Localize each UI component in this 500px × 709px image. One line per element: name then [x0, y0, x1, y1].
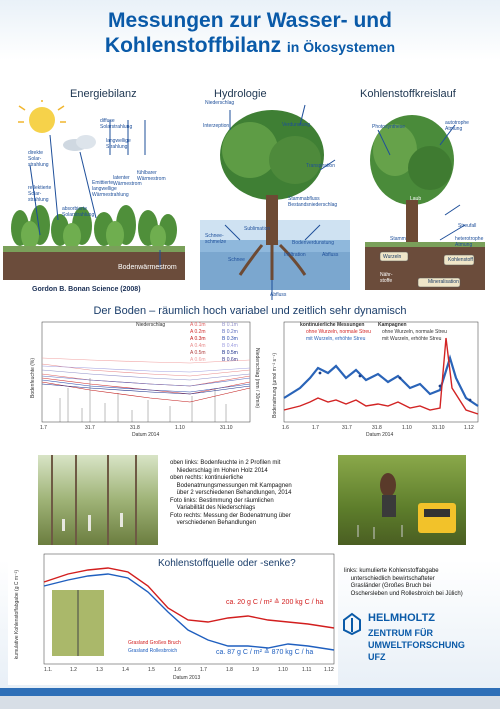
energy-heading: Energiebilanz — [70, 88, 137, 100]
hydro-tree-trunk — [266, 195, 278, 245]
legend-grosses-bruch: Grasland Großes Bruch — [128, 640, 181, 646]
carbon-panel — [365, 115, 485, 290]
label-transpiration: Transpiration — [306, 163, 335, 169]
label-infiltration: Infiltration — [284, 252, 306, 258]
resp-title-camp: Kampagnen — [378, 322, 407, 328]
legend-b4: B 0.4m — [222, 343, 238, 349]
legend-b5: B 0.5m — [222, 350, 238, 356]
label-mineralisation: Mineralisation — [428, 279, 459, 285]
label-soil-heat: Bodenwärmestrom — [118, 264, 177, 271]
label-runoff: Abfluss — [322, 252, 339, 258]
label-latent: fühlbarer Wärmestrom — [137, 170, 166, 182]
carbon-caption — [344, 568, 494, 598]
resp-legend-camp-1: ohne Wurzeln, normale Streu — [382, 329, 447, 335]
label-soil-carbon: Kohlenstoff — [448, 257, 473, 263]
carbon-xlabel: Datum 2013 — [173, 675, 201, 681]
credit-bonan: Gordon B. Bonan Science (2008) — [32, 286, 141, 293]
resp-xtick-7: 1.12 — [464, 425, 474, 431]
label-interception: Interzeption — [203, 123, 230, 129]
soil-moisture-chart — [30, 318, 258, 440]
legend-b6: B 0.6m — [222, 357, 238, 363]
label-diffuse: diffuse Solarstrahlung — [100, 118, 133, 130]
sun-icon — [29, 107, 55, 133]
label-heterotrophic: heterotrophe Atmung — [455, 236, 484, 248]
soil-xtick-3: 31.8 — [130, 425, 140, 431]
legend-a1: A 0.1m — [190, 322, 206, 328]
caption-line: unterschiedlich bewirtschafteter — [344, 575, 435, 582]
label-soil-evap: Bodenverdunstung — [292, 240, 334, 246]
carbon-xtick-11: 1.11 — [302, 667, 312, 673]
logo-line1: HELMHOLTZ — [368, 612, 436, 624]
photo-soil-respiration — [338, 455, 466, 545]
carbon-xtick-7: 1.7 — [200, 667, 207, 673]
carbon-ylabel: kumulative Kohlenstoffabgabe (g C m⁻²) — [14, 570, 20, 660]
caption-line: Foto rechts: Messung der Bodenatmung über — [170, 512, 291, 519]
resp-ylabel: Bodenatmung (µmol m⁻² s⁻¹) — [272, 353, 278, 418]
soil-ylabel-right: Niederschlag (mm / 30min) — [254, 348, 260, 409]
legend-precip: Niederschlag — [136, 322, 166, 328]
label-snowmelt: Schnee- schmelze — [205, 233, 227, 245]
legend-a4: A 0.4m — [190, 343, 206, 349]
photo-captions — [170, 460, 335, 528]
label-stem: Stamm — [390, 236, 406, 242]
resp-title-cont: kontinuierliche Messungen — [300, 322, 365, 328]
title-main: Kohlenstoffbilanz — [104, 34, 282, 57]
soil-xtick-5: 31.10 — [220, 425, 233, 431]
legend-b3: B 0.3m — [222, 336, 238, 342]
caption-line: Foto links: Bestimmung der räumlichen — [170, 497, 274, 504]
resp-xtick-4: 31.8 — [372, 425, 382, 431]
label-reflected: reflektierte Solar- strahlung — [28, 185, 52, 203]
photo-forest-precip — [38, 455, 158, 545]
label-emitted: Emittierte langwellige Wärmestrahlung — [92, 180, 129, 198]
legend-a6: A 0.6m — [190, 357, 206, 363]
soil-xtick-1: 1.7 — [40, 425, 47, 431]
helmholtz-logo-icon — [340, 612, 364, 636]
label-incoming-lw: langwellige Strahlung — [106, 138, 131, 150]
carbon-plot — [8, 550, 338, 685]
label-litterfall: Streufall — [458, 223, 477, 229]
caption-line: oben rechts: kontinuierliche — [170, 475, 244, 481]
resp-legend-1: ohne Wurzeln, normale Streu — [306, 329, 371, 335]
label-throughfall: Bestandsniederschlag — [288, 202, 338, 208]
legend-b1: B 0.1m — [222, 322, 238, 328]
caption-line: Niederschlag im Hohen Holz 2014 — [170, 467, 268, 474]
label-sublimation: Sublimation — [244, 226, 271, 232]
caption-line: Variabilität des Niederschlags — [170, 505, 256, 511]
footer-bar — [0, 688, 500, 696]
label-roots: Wurzeln — [383, 254, 402, 260]
carbon-xtick-10: 1.10 — [278, 667, 288, 673]
respiration-chart — [270, 318, 482, 440]
resp-xtick-2: 1.7 — [312, 425, 319, 431]
logo-line2: ZENTRUM FÜR — [368, 628, 433, 638]
ecosystem-illustration — [0, 100, 500, 305]
carbon-xtick-4: 1.4 — [122, 667, 129, 673]
carbon-xtick-2: 1.2 — [70, 667, 77, 673]
resp-legend-2: mit Wurzeln, erhöhte Streu — [306, 336, 366, 342]
respiration-plot — [270, 318, 482, 440]
carbon-balance-chart — [8, 550, 338, 685]
title-line1: Messungen zur Wasser- und — [108, 9, 392, 32]
title-line2 — [0, 33, 500, 60]
carbon-xtick-3: 1.3 — [96, 667, 103, 673]
carbon-heading: Kohlenstoffkreislauf — [360, 88, 456, 100]
carbon-xtick-9: 1.9 — [252, 667, 259, 673]
carbon-xtick-6: 1.6 — [174, 667, 181, 673]
carbon-xtick-5: 1.5 — [148, 667, 155, 673]
label-absorbed: absorbierte Solarstrahlung — [62, 206, 95, 218]
caption-line: über 2 verschiedenen Behandlungen, 2014 — [170, 490, 292, 496]
carbon-xtick-1: 1.1. — [44, 667, 53, 673]
caption-line: links: kumulierte Kohlenstoffabgabe — [344, 568, 439, 574]
resp-xlabel: Datum 2014 — [366, 432, 394, 438]
title-suffix: in Ökosystemen — [286, 39, 396, 55]
soil-ylabel: Bodenfeuchte (%) — [30, 357, 36, 398]
legend-a5: A 0.5m — [190, 350, 206, 356]
caption-line: Grasländer (Großes Bruch bei — [344, 583, 432, 589]
label-stemflow: Stammabfluss — [288, 196, 320, 202]
caption-line: Oschersleben und Rollesbroich bei Jülich) — [344, 590, 463, 597]
annot-red: ca. 20 g C / m² ≙ 200 kg C / ha — [226, 599, 324, 606]
soil-xtick-4: 1.10 — [175, 425, 185, 431]
legend-a3: A 0.3m — [190, 336, 206, 342]
resp-xtick-6: 31.10 — [432, 425, 445, 431]
carbon-chart-title: Kohlenstoffquelle oder -senke? — [158, 558, 296, 569]
label-precip: Niederschlag — [205, 100, 235, 106]
caption-line: Bodenatmungsmessungen mit Kampagnen — [170, 482, 292, 489]
label-direct: direkte Solar- strahlung — [28, 150, 49, 168]
label-nutrients: Nähr- stoffe — [380, 272, 393, 284]
legend-b2: B 0.2m — [222, 329, 238, 335]
caption-line: oben links: Bodenfeuchte in 2 Profilen mit — [170, 460, 281, 466]
resp-xtick-3: 31.7 — [342, 425, 352, 431]
label-drainage: Abfluss — [270, 292, 287, 298]
resp-legend-camp-2: mit Wurzeln, erhöhte Streu — [382, 336, 442, 342]
hydro-heading: Hydrologie — [214, 88, 267, 100]
soil-xlabel: Datum 2014 — [132, 432, 160, 438]
label-sensible: latenter Wärmestrom — [113, 175, 142, 187]
carbon-xtick-12: 1.12 — [324, 667, 334, 673]
label-evaporation: Verdunstung — [282, 122, 311, 128]
label-snow: Schnee — [228, 257, 245, 263]
caption-line: verschiedenen Behandlungen — [170, 520, 257, 526]
footer-bar-light — [0, 696, 500, 709]
logo-line4: UFZ — [368, 652, 386, 662]
carbon-xtick-8: 1.8 — [226, 667, 233, 673]
legend-a2: A 0.2m — [190, 329, 206, 335]
legend-rollesbroich: Grasland Rollesbroich — [128, 648, 178, 654]
poster-title — [0, 8, 500, 60]
soil-subtitle: Der Boden – räumlich hoch variabel und zeitlich sehr dynamisch — [93, 305, 407, 317]
annot-blue: ca. 87 g C / m² ≙ 870 kg C / ha — [216, 649, 314, 656]
resp-xtick-1: 1.6 — [282, 425, 289, 431]
label-photosynthesis: Photosynthese — [372, 124, 406, 130]
label-autotrophic: autotrophe Atmung — [445, 120, 469, 132]
logo-line3: UMWELTFORSCHUNG — [368, 640, 465, 650]
label-leaf: Laub — [410, 196, 422, 202]
resp-xtick-5: 1.10 — [402, 425, 412, 431]
soil-xtick-2: 31.7 — [85, 425, 95, 431]
